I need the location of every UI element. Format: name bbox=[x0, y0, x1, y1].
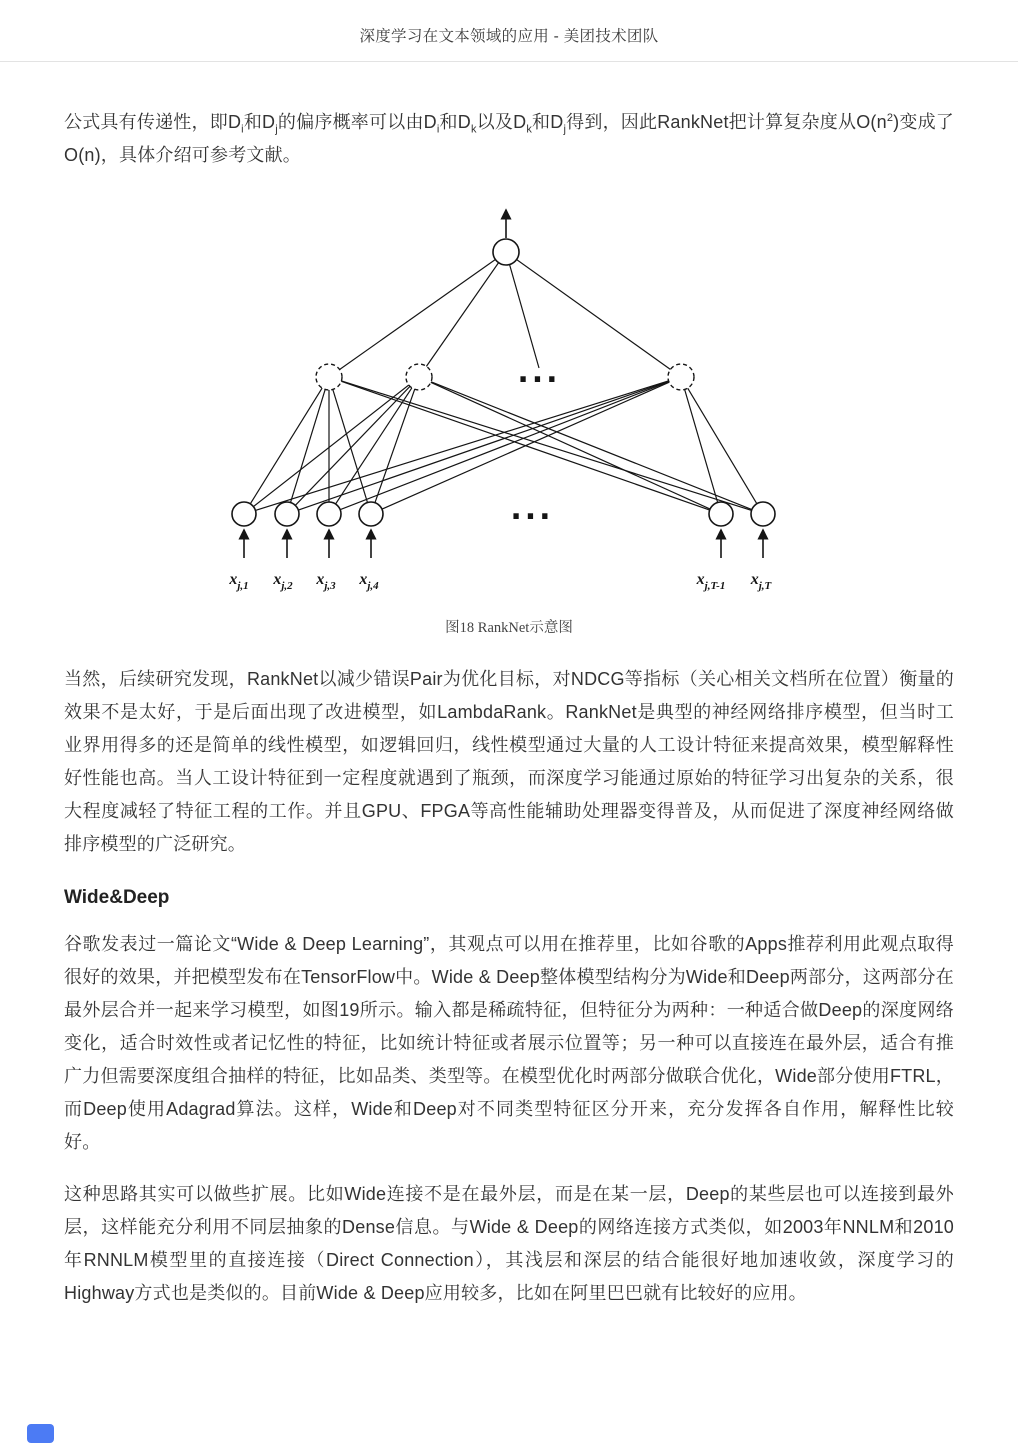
input-node bbox=[751, 502, 775, 526]
hidden-layer-ellipsis: ... bbox=[517, 355, 561, 390]
input-node bbox=[232, 502, 256, 526]
superscript: 2 bbox=[886, 112, 894, 124]
header-title: 深度学习在文本领域的应用 - 美团技术团队 bbox=[359, 28, 659, 45]
input-label: $x_{j,T-1}$ bbox=[696, 571, 726, 592]
input-label: $x_{j,4}$ bbox=[359, 571, 379, 592]
text-fragment: 公式具有传递性，即D bbox=[64, 112, 242, 132]
hidden-node bbox=[668, 364, 694, 390]
figure-caption: 图18 RankNet示意图 bbox=[445, 620, 573, 636]
input-layer-ellipsis: ... bbox=[510, 492, 554, 527]
paragraph-wide-deep-extension: 这种思路其实可以做些扩展。比如Wide连接不是在最外层，而是在某一层，Deep的某些层也可以连接到最外层，这样能充分利用不同层抽象的Dense信息。与Wide & Deep的网络连接方式类似，如2003年NNLM和2010年RNNLM模型里的直接连接（Direct Connection），其浅层和深层的结合能很好地加速收敛，深度学习的Highway方式也是类似的。目前Wide & Deep应用较多，比如在阿里巴巴就有比较好的应用。 bbox=[64, 1184, 954, 1303]
subscript: j bbox=[563, 123, 567, 136]
text-fragment: 以及D bbox=[476, 112, 527, 132]
input-node bbox=[317, 502, 341, 526]
paragraph-wide-deep-overview: 谷歌发表过一篇论文“Wide & Deep Learning”，其观点可以用在推荐里，比如谷歌的Apps推荐利用此观点取得很好的效果，并把模型发布在TensorFlow中。Wide & Deep整体模型结构分为Wide和Deep两部分，这两部分在最外层合并一起来学习模型，如图19所示。输入都是稀疏特征，但特征分为两种：一种适合做Deep的深度网络变化，适合时效性或者记忆性的特征，比如统计特征或者展示位置等；另一种可以直接连在最外层，适合有推广力但需要深度组合抽样的特征，比如品类、类型等。在模型优化时两部分做联合优化，Wide部分使用FTRL，而Deep使用Adagrad算法。这样，Wide和Deep对不同类型特征区分开来，充分发挥各自作用，解释性比较好。 bbox=[64, 934, 954, 1152]
input-label: $x_{j,2}$ bbox=[273, 571, 293, 592]
bottom-left-widget[interactable] bbox=[27, 1424, 54, 1443]
text-fragment: 和D bbox=[243, 112, 276, 132]
ranknet-figure bbox=[199, 202, 819, 637]
subscript: k bbox=[526, 123, 533, 136]
input-node bbox=[709, 502, 733, 526]
subscript: k bbox=[470, 123, 477, 136]
subscript: i bbox=[241, 123, 244, 136]
input-node bbox=[359, 502, 383, 526]
page-header bbox=[0, 0, 1018, 62]
article-content bbox=[0, 106, 1018, 1310]
paragraph-ranknet-discussion: 当然，后续研究发现，RankNet以减少错误Pair为优化目标，对NDCG等指标（关心相关文档所在位置）衡量的效果不是太好，于是后面出现了改进模型，如LambdaRank。RankNet是典型的神经网络排序模型，但当时工业界用得多的还是简单的线性模型，如逻辑回归，线性模型通过大量的人工设计特征来提高效果，模型解释性好性能也高。当人工设计特征到一定程度就遇到了瓶颈，而深度学习能通过原始的特征学习出复杂的关系，很大程度减轻了特征工程的工作。并且GPU、FPGA等高性能辅助处理器变得普及，从而促进了深度神经网络做排序模型的广泛研究。 bbox=[64, 669, 954, 854]
text-fragment: 得到，因此RankNet把计算复杂度从O(n bbox=[566, 112, 887, 132]
text-fragment: )变成了O(n)，具体介绍可参考文献。 bbox=[64, 112, 954, 165]
input-node bbox=[275, 502, 299, 526]
section-heading-wide-deep: Wide&Deep bbox=[64, 887, 170, 908]
paragraph-ranknet-complexity bbox=[64, 106, 954, 172]
text-fragment: 和D bbox=[532, 112, 564, 132]
subscript: j bbox=[275, 123, 278, 136]
input-label: $x_{j,1}$ bbox=[229, 571, 249, 592]
diagram-nodes bbox=[232, 239, 775, 526]
output-node bbox=[493, 239, 519, 265]
hidden-node bbox=[406, 364, 432, 390]
subscript: i bbox=[436, 123, 440, 136]
text-fragment: 的偏序概率可以由D bbox=[277, 112, 437, 132]
input-labels bbox=[228, 571, 772, 592]
input-label: $x_{j,T}$ bbox=[750, 571, 772, 592]
hidden-node bbox=[316, 364, 342, 390]
input-label: $x_{j,3}$ bbox=[316, 571, 336, 592]
ranknet-diagram bbox=[199, 202, 819, 602]
header-divider bbox=[0, 61, 1018, 62]
text-fragment: 和D bbox=[439, 112, 471, 132]
